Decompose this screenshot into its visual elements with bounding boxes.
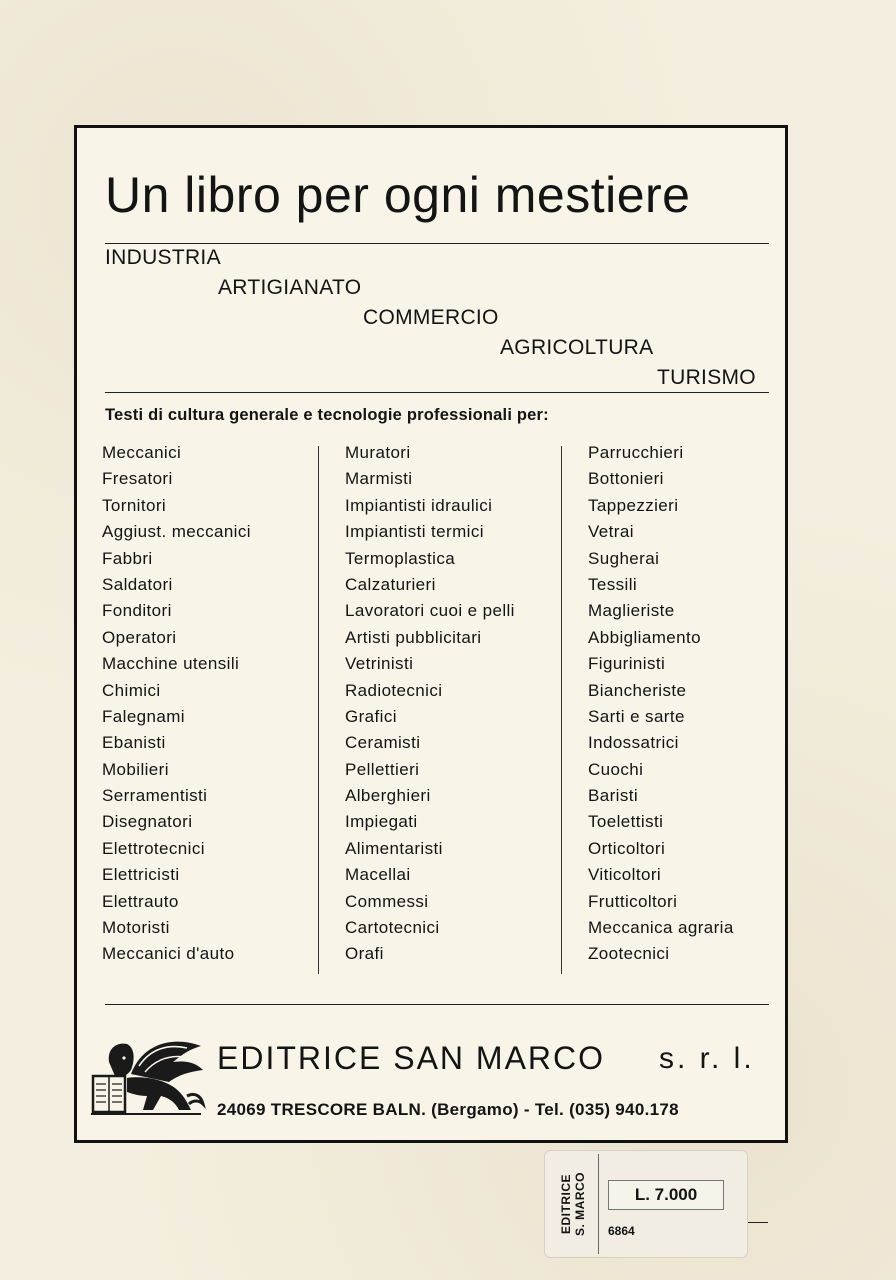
list-item: Sarti e sarte [588,706,685,726]
list-item: Cuochi [588,759,644,779]
publisher-company-type: s. r. l. [659,1042,755,1075]
list-item: Abbigliamento [588,627,701,647]
sticker-brand-text: EDITRICE S. MARCO [559,1172,587,1236]
list-item: Lavoratori cuoi e pelli [345,601,515,621]
list-item: Fresatori [102,469,173,489]
publisher-rule [105,1004,769,1005]
list-item: Fabbri [102,548,153,568]
list-item: Alberghieri [345,786,431,806]
list-item: Sugherai [588,548,660,568]
publisher-name: EDITRICE SAN MARCO [217,1040,606,1076]
list-item: Marmisti [345,469,413,489]
list-item: Bottonieri [588,469,664,489]
list-item: Elettrotecnici [102,838,205,858]
list-item: Elettrauto [102,891,179,911]
advertisement-frame [74,125,788,1143]
list-item: Impiantisti idraulici [345,495,493,515]
sticker-divider [598,1154,599,1254]
sticker-brand [550,1156,596,1252]
price-sticker [544,1150,748,1258]
sector-industria: INDUSTRIA [105,246,221,269]
list-item: Mobilieri [102,759,169,779]
list-item: Frutticoltori [588,891,678,911]
professions-column-3 [588,440,734,968]
list-item: Chimici [102,680,161,700]
list-item: Macchine utensili [102,654,240,674]
column-divider-1 [318,446,319,974]
sectors-rule [105,392,769,393]
list-item: Orticoltori [588,838,666,858]
intro-text: Testi di cultura generale e tecnologie professionali per: [105,406,549,424]
headline: Un libro per ogni mestiere [105,167,691,223]
list-item: Tappezzieri [588,495,679,515]
publisher-address: 24069 TRESCORE BALN. (Bergamo) - Tel. (035) 940.178 [217,1100,679,1119]
list-item: Serramentisti [102,786,208,806]
list-item: Grafici [345,706,397,726]
list-item: Viticoltori [588,865,662,885]
list-item: Pellettieri [345,759,420,779]
sector-artigianato: ARTIGIANATO [218,276,362,299]
list-item: Cartotecnici [345,918,440,938]
sector-turismo: TURISMO [657,366,756,389]
list-item: Zootecnici [588,944,670,964]
list-item: Ebanisti [102,733,166,753]
list-item: Artisti pubblicitari [345,627,482,647]
sticker-mark [748,1222,768,1223]
list-item: Muratori [345,443,411,462]
list-item: Toelettisti [588,812,664,832]
list-item: Impiegati [345,812,418,832]
list-item: Meccanici d'auto [102,944,235,964]
sector-agricoltura: AGRICOLTURA [500,336,654,359]
list-item: Disegnatori [102,812,193,832]
list-item: Operatori [102,627,177,647]
list-item: Aggiust. meccanici [102,522,251,542]
lion-of-saint-mark-logo [91,1036,207,1116]
list-item: Orafi [345,944,384,964]
sector-commercio: COMMERCIO [363,306,499,329]
sticker-price: L. 7.000 [608,1180,724,1210]
list-item: Parrucchieri [588,443,684,462]
list-item: Baristi [588,786,639,806]
column-divider-2 [561,446,562,974]
headline-rule [105,243,769,244]
list-item: Calzaturieri [345,574,436,594]
list-item: Commessi [345,891,429,911]
list-item: Vetrai [588,522,634,542]
list-item: Falegnami [102,706,185,726]
sticker-code: 6864 [608,1224,635,1238]
list-item: Biancheriste [588,680,687,700]
list-item: Termoplastica [345,548,456,568]
list-item: Figurinisti [588,654,666,674]
list-item: Maglieriste [588,601,675,621]
list-item: Saldatori [102,574,173,594]
list-item: Meccanica agraria [588,918,734,938]
professions-column-2 [345,440,515,968]
list-item: Impiantisti termici [345,522,484,542]
list-item: Ceramisti [345,733,421,753]
list-item: Elettricisti [102,865,180,885]
list-item: Alimentaristi [345,838,443,858]
list-item: Tessili [588,574,638,594]
list-item: Radiotecnici [345,680,443,700]
list-item: Macellai [345,865,411,885]
list-item: Meccanici [102,443,182,462]
list-item: Tornitori [102,495,167,515]
list-item: Indossatrici [588,733,679,753]
list-item: Motoristi [102,918,170,938]
professions-column-1 [102,440,251,968]
list-item: Fonditori [102,601,172,621]
list-item: Vetrinisti [345,654,414,674]
